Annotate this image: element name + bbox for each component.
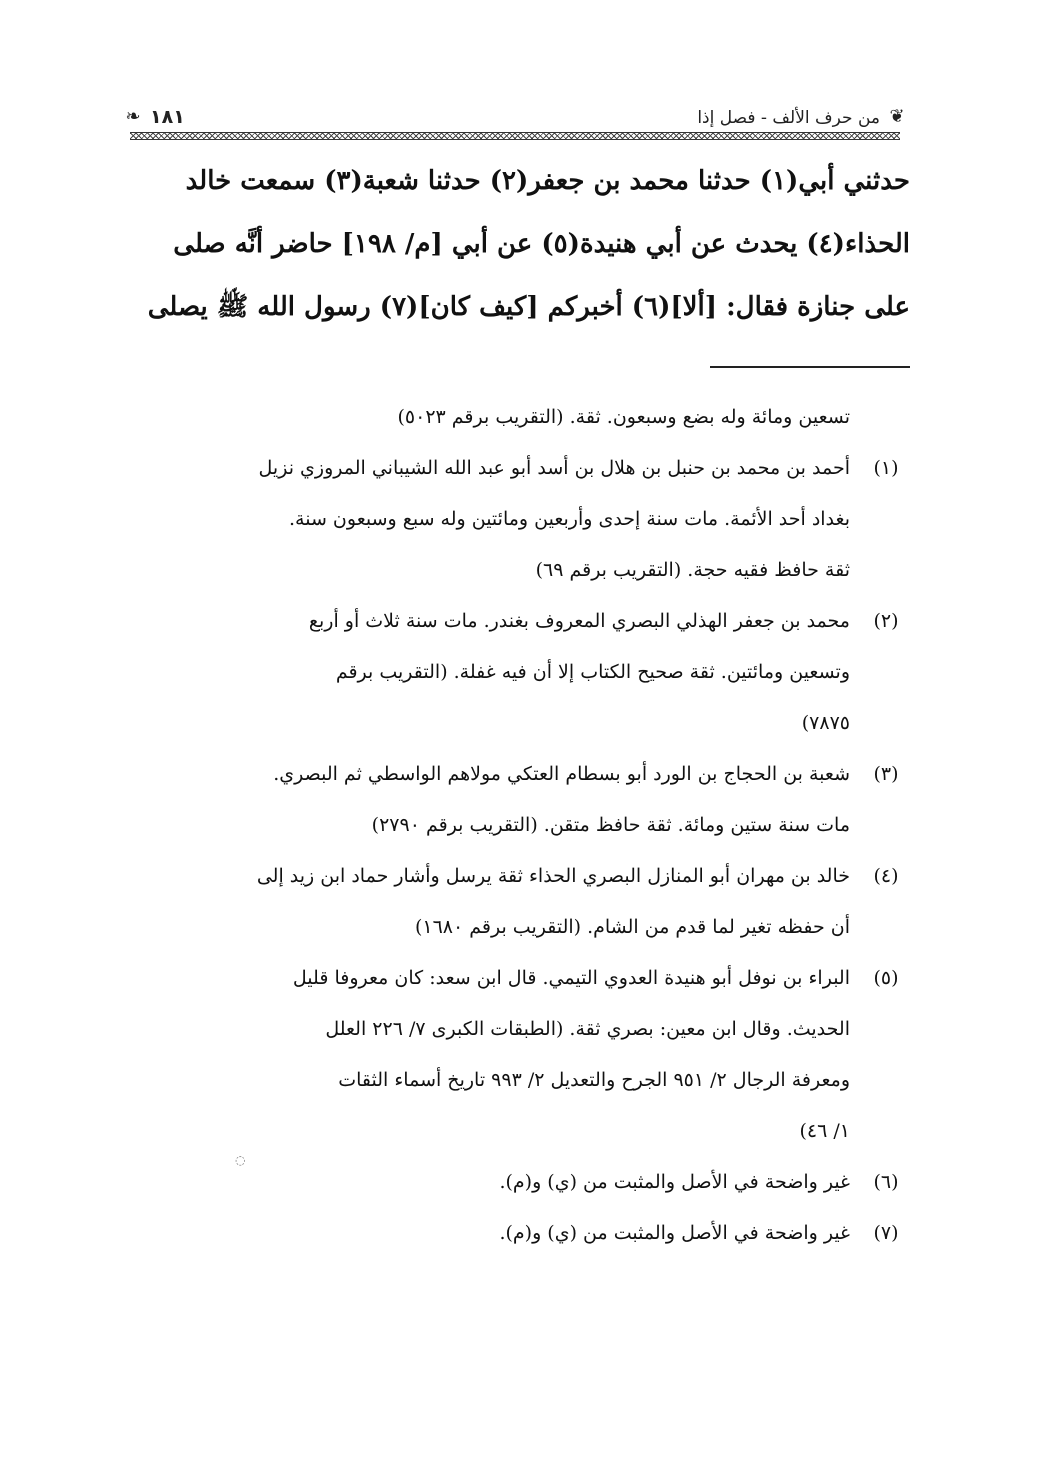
running-title: من حرف الألف - فصل إذا [697, 108, 880, 128]
page-header [120, 100, 910, 140]
footnote-line: محمد بن جعفر الهذلي البصري المعروف بغندر. مات سنة ثلاث أو أربع [308, 610, 850, 632]
footnote-6 [130, 1157, 910, 1208]
footnote-line: وتسعين ومائتين. ثقة صحيح الكتاب إلا أن فيه غفلة. (التقريب برقم [335, 661, 850, 683]
footnote-line: شعبة بن الحجاج بن الورد أبو بسطام العتكي مولاهم الواسطي ثم البصري. [273, 763, 850, 785]
footnote-5 [130, 953, 910, 1157]
footnote-2 [130, 596, 910, 749]
footnote-line: ٧٨٧٥) [801, 712, 850, 734]
footnote-line: غير واضحة في الأصل والمثبت من (ي) و(م). [499, 1222, 850, 1244]
stray-mark: ◌ [235, 1153, 246, 1167]
ornament-icon: ❦ [889, 106, 905, 127]
footnote-number: (١) [873, 457, 899, 479]
main-text-line: الحذاء(٤) يحدث عن أبي هنيدة(٥) عن أبي [م/ ١٩٨] حاضر أنَّه صلى [173, 229, 910, 259]
footnote-4 [130, 851, 910, 953]
footnote-continuation: تسعين ومائة وله بضع وسبعون. ثقة. (التقريب برقم ٥٠٢٣) [397, 406, 850, 428]
footnote-line: خالد بن مهران أبو المنازل البصري الحذاء ثقة يرسل وأشار حماد ابن زيد إلى [256, 865, 850, 887]
footnote-line: أحمد بن محمد بن حنبل بن هلال بن أسد أبو عبد الله الشيباني المروزي نزيل [258, 457, 850, 479]
footnote-line: البراء بن نوفل أبو هنيدة العدوي التيمي. قال ابن سعد: كان معروفا قليل [292, 967, 850, 989]
footnote-number: (٧) [873, 1222, 899, 1244]
main-text [130, 150, 910, 339]
page-number: ١٨١ [150, 106, 185, 128]
ornament-icon: ❧ [125, 106, 141, 127]
footnote-separator [710, 366, 910, 368]
footnote-number: (٣) [873, 763, 899, 785]
footnote-7 [130, 1208, 910, 1259]
footnote-number: (٥) [873, 967, 899, 989]
footnote-1 [130, 443, 910, 596]
footnote-number: (٦) [873, 1171, 899, 1193]
footnotes [130, 392, 910, 1259]
footnote-number: (٢) [873, 610, 899, 632]
main-text-line: حدثني أبي(١) حدثنا محمد بن جعفر(٢) حدثنا شعبة(٣) سمعت خالد [185, 166, 910, 196]
footnote-line: بغداد أحد الأئمة. مات سنة إحدى وأربعين ومائتين وله سبع وسبعون سنة. [289, 508, 850, 530]
main-text-line: على جنازة فقال: [ألا](٦) أخبركم [كيف كان](٧) رسول الله ﷺ يصلى [147, 292, 910, 322]
footnote-line: غير واضحة في الأصل والمثبت من (ي) و(م). [499, 1171, 850, 1193]
footnote-line: ثقة حافظ فقيه حجة. (التقريب برقم ٦٩) [535, 559, 850, 581]
footnote-line: أن حفظه تغير لما قدم من الشام. (التقريب برقم ١٦٨٠) [414, 916, 850, 938]
footnote-line: الحديث. وقال ابن معين: بصري ثقة. (الطبقات الكبرى ٧/ ٢٢٦ العلل [325, 1018, 850, 1040]
footnote-line: مات سنة ستين ومائة. ثقة حافظ متقن. (التقريب برقم ٢٧٩٠) [371, 814, 850, 836]
footnote-number: (٤) [873, 865, 899, 887]
header-divider [130, 132, 900, 140]
footnote-line: ١/ ٤٦) [799, 1120, 850, 1142]
footnote-line: ومعرفة الرجال ٢/ ٩٥١ الجرح والتعديل ٢/ ٩٩٣ تاريخ أسماء الثقات [338, 1069, 850, 1091]
footnote-3 [130, 749, 910, 851]
